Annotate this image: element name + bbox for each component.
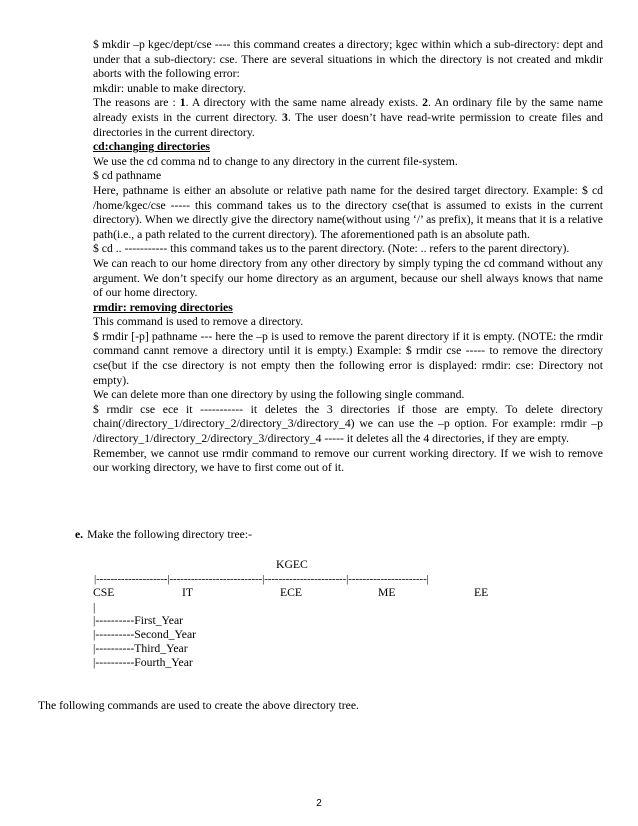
- tree-branch-it: IT: [182, 586, 194, 599]
- paragraph: $ rmdir cse ece it ----------- it deletes the 3 directories if those are empty. To delete directory chain(/directory_1/directory_2/directory_3/directory_4) we can use the –p option. For example: rmdir –p /directory_1/directory_2/directory_3/directory_4 ----- it deletes all the 4 directories, if they are empty.: [93, 402, 603, 446]
- section-heading: cd:changing directories: [93, 140, 210, 154]
- paragraph: We use the cd comma nd to change to any directory in the current file-system.: [93, 154, 458, 168]
- reason-number: 3: [281, 110, 288, 124]
- page-number: 2: [316, 798, 322, 809]
- list-marker: e.: [75, 528, 84, 541]
- paragraph-segment: . The user doesn’t have read-write permission to create files and directories in the current directory.: [93, 110, 603, 139]
- tree-child: |----------Fourth_Year: [93, 656, 193, 669]
- tree-connector-line: |--------------------|--------------------------|-----------------------|----------------------|: [94, 573, 429, 585]
- tree-branch-ece: ECE: [280, 586, 303, 599]
- tree-child: |----------Third_Year: [93, 642, 188, 655]
- reason-number: 2: [422, 96, 428, 110]
- paragraph: $ cd .. ----------- this command takes us to the parent directory. (Note: .. refers to the parent directory).: [93, 242, 570, 256]
- tree-stem: |: [93, 601, 96, 614]
- list-item-text: Make the following directory tree:-: [87, 528, 252, 541]
- paragraph: mkdir: unable to make directory.: [93, 81, 246, 95]
- paragraph: $ cd pathname: [93, 169, 162, 183]
- tree-child: |----------First_Year: [93, 614, 184, 627]
- paragraph: Here, pathname is either an absolute or relative path name for the desired target directory. Example: $ cd /home/kgec/cse ----- this command takes us to the directory cse(that is assumed to exists in the current directory). When we directly give the directory name(without using ‘/’ as prefix), it means that it is a relative path(i.e., a path related to the current directory). The aforementioned path is an absolute path.: [93, 183, 603, 241]
- paragraph: $ rmdir [-p] pathname --- here the –p is used to remove the parent directory if it is empty. (NOTE: the rmdir command cannt remove a directory until it is empty.) Example: $ rmdir cse ----- to remove the directory cse(but if the cse directory is not empty then the following error is displayed: rmdir: cse: Directory not empty).: [93, 329, 603, 387]
- paragraph-segment: . A directory with the same name already exists.: [185, 96, 423, 110]
- paragraph-segment: . An ordinary file by the same name already exists in the current directory.: [93, 96, 603, 124]
- tree-branch-ee: EE: [474, 586, 489, 599]
- reason-number: 1: [179, 96, 186, 110]
- paragraph-segment: The reasons are :: [93, 96, 180, 110]
- closing-sentence: The following commands are used to create the above directory tree.: [38, 699, 359, 712]
- paragraph: $ mkdir –p kgec/dept/cse ---- this command creates a directory; kgec within which a sub-directory: dept and under that a sub-diectory: cse. There are several situations in which the directory is not created and mkdir aborts with the following error:: [93, 38, 603, 81]
- paragraph: We can delete more than one directory by using the following single command.: [93, 388, 465, 402]
- tree-branch-cse: CSE: [93, 586, 115, 599]
- paragraph: We can reach to our home directory from any other directory by simply typing the cd command without any argument. We don’t specify our home directory as an argument, because our shell always knows that name of our home directory.: [93, 256, 603, 300]
- tree-root: KGEC: [276, 558, 308, 571]
- section-heading: rmdir: removing directories: [93, 300, 233, 314]
- paragraph: Remember, we cannot use rmdir command to remove our current working directory. If we wish to remove our working directory, we have to first come out of it.: [93, 446, 603, 475]
- tree-child: |----------Second_Year: [93, 628, 197, 641]
- paragraph: This command is used to remove a directory.: [93, 315, 304, 329]
- tree-branch-me: ME: [378, 586, 396, 599]
